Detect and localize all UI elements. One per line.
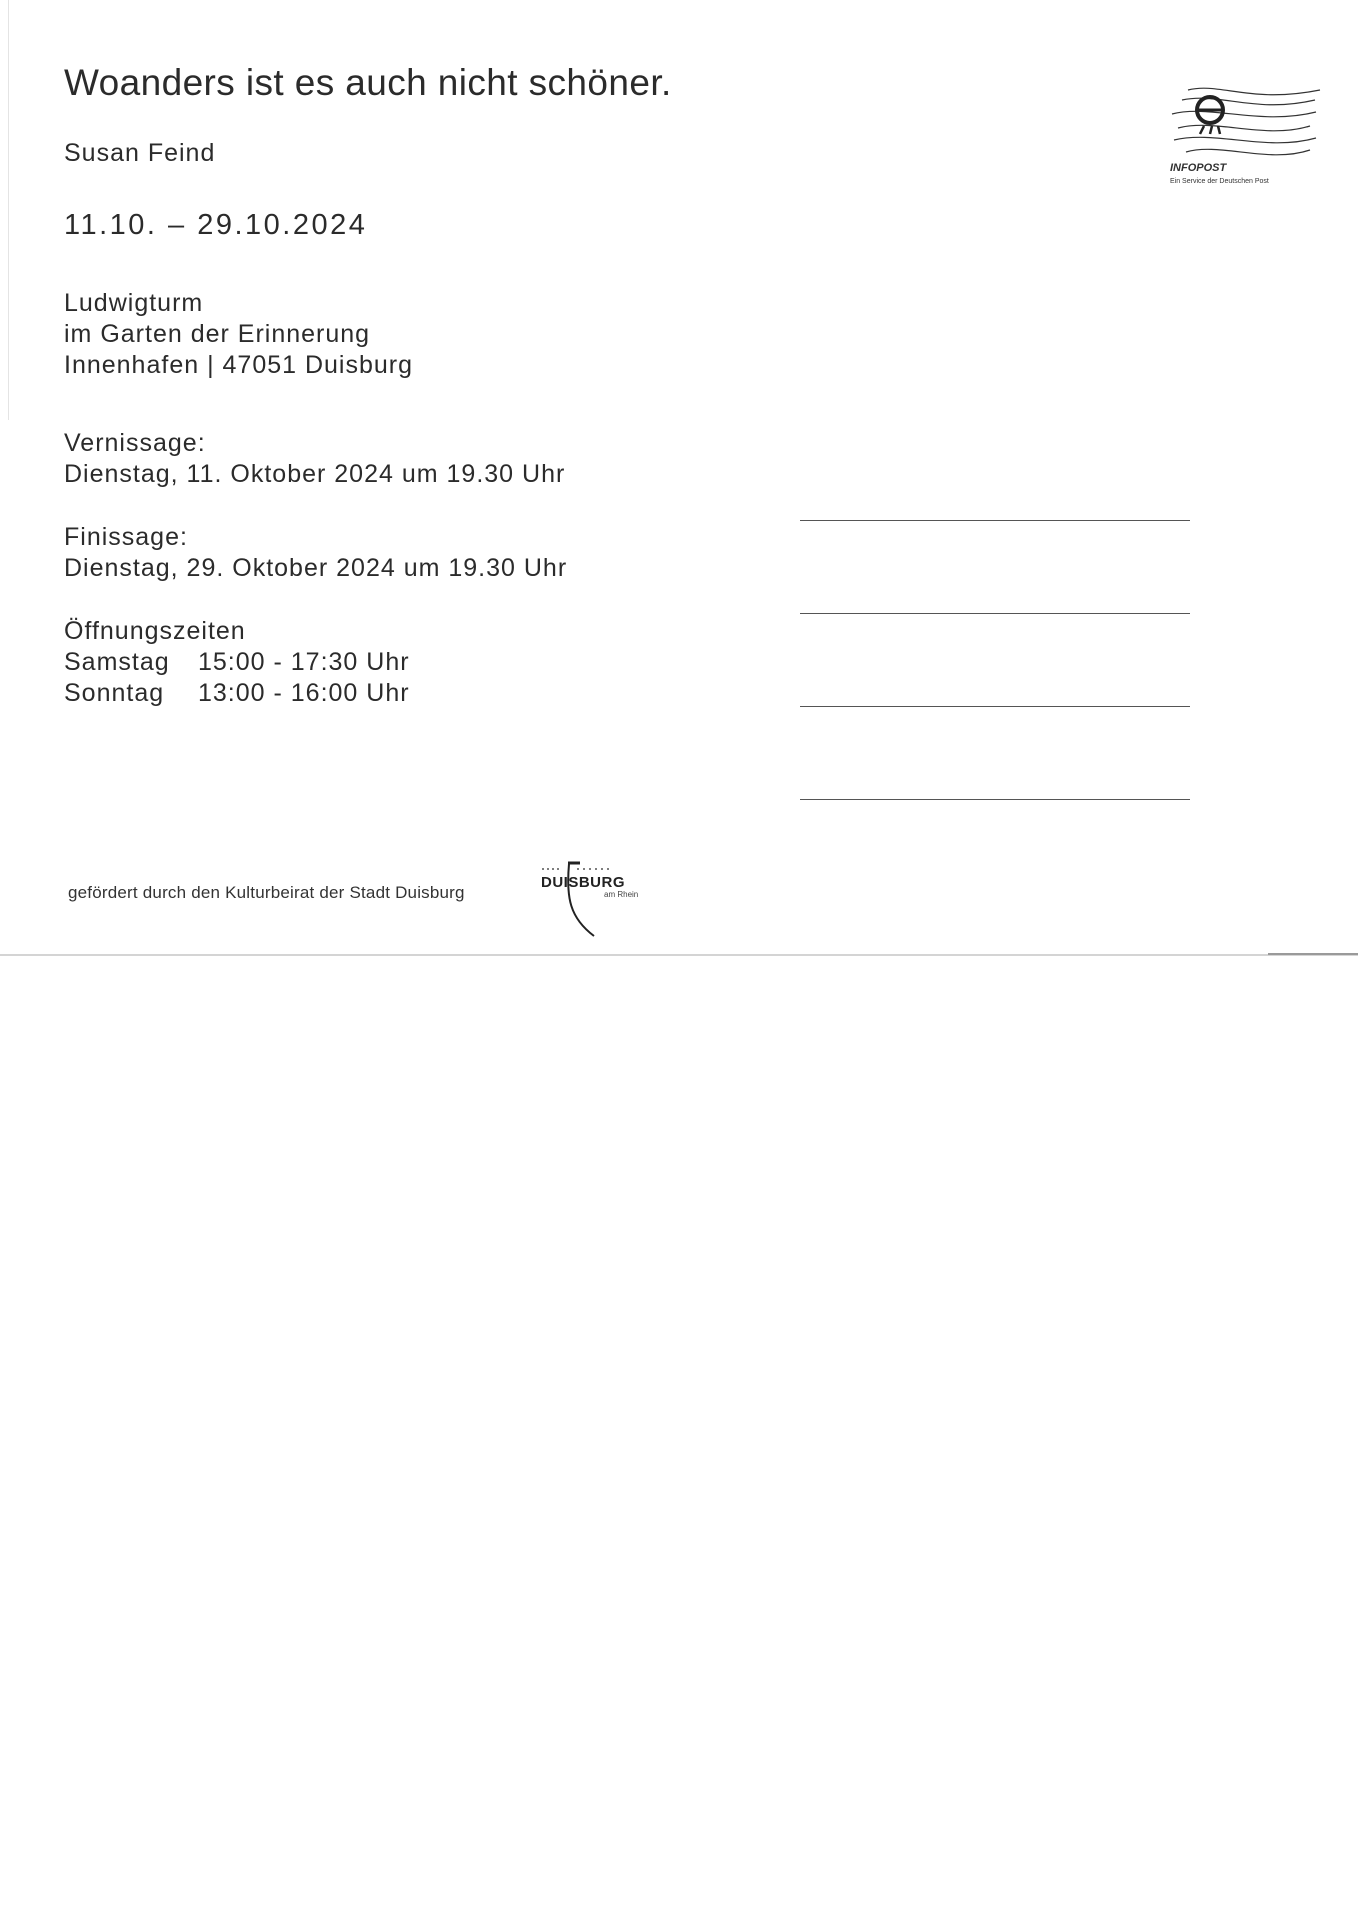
finissage-label: Finissage: (64, 523, 188, 551)
funding-note: gefördert durch den Kulturbeirat der Stadt Duisburg (68, 883, 465, 902)
stamp-subtitle: Ein Service der Deutschen Post (1170, 178, 1269, 185)
finissage-date: Dienstag, 29. Oktober 2024 um 19.30 Uhr (64, 554, 568, 582)
address-line (800, 799, 1190, 800)
address-line (800, 520, 1190, 521)
address-line (800, 706, 1190, 707)
posthorn-icon (1196, 97, 1224, 134)
opening-time: 13:00 - 16:00 Uhr (198, 679, 410, 707)
venue-line-3: Innenhafen | 47051 Duisburg (64, 351, 414, 379)
card-edge-shadow (1268, 953, 1358, 955)
opening-hours-row (64, 678, 410, 709)
postal-stamp-icon (1160, 82, 1330, 192)
address-line (800, 613, 1190, 614)
card-edge-left (8, 0, 9, 420)
duisburg-wordmark: DUISBURG (541, 874, 626, 891)
opening-day: Samstag (64, 648, 170, 676)
exhibition-dates: 11.10. – 29.10.2024 (64, 209, 368, 241)
venue-line-1: Ludwigturm (64, 289, 204, 317)
stamp-label: INFOPOST (1170, 162, 1227, 174)
vernissage-label: Vernissage: (64, 429, 206, 457)
opening-hours-label: Öffnungszeiten (64, 617, 246, 645)
card-edge-bottom (0, 954, 1358, 956)
duisburg-subtitle: am Rhein (604, 890, 639, 899)
venue-line-2: im Garten der Erinnerung (64, 320, 371, 348)
opening-hours-row (64, 647, 410, 678)
opening-time: 15:00 - 17:30 Uhr (198, 648, 410, 676)
opening-day: Sonntag (64, 679, 165, 707)
vernissage-date: Dienstag, 11. Oktober 2024 um 19.30 Uhr (64, 460, 566, 488)
artist-name: Susan Feind (64, 139, 216, 167)
postcard (0, 0, 1358, 955)
exhibition-title: Woanders ist es auch nicht schöner. (64, 62, 672, 103)
duisburg-logo-icon (538, 858, 648, 942)
